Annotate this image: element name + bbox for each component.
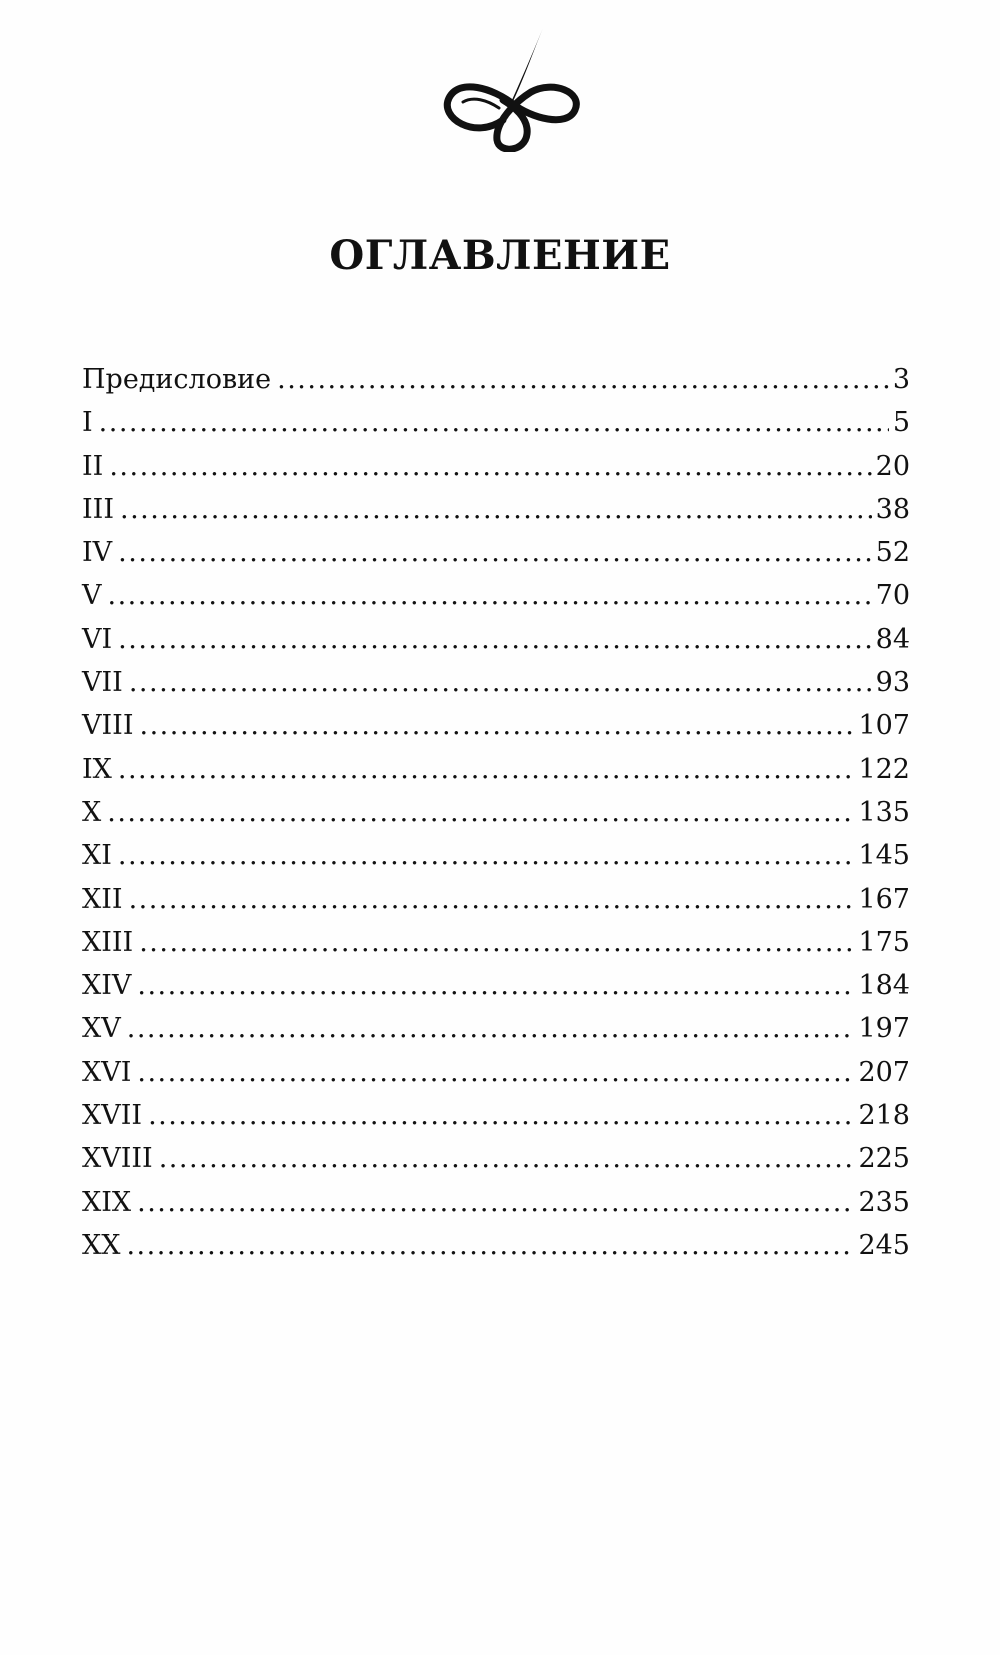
toc-entry-page: 107 bbox=[858, 710, 910, 742]
table-of-contents bbox=[82, 358, 910, 1267]
toc-entry-label: II bbox=[82, 450, 104, 482]
toc-entry-page: 235 bbox=[858, 1186, 910, 1218]
toc-entry-page: 184 bbox=[858, 970, 910, 1002]
toc-entry-label: XII bbox=[82, 883, 123, 915]
toc-entry[interactable] bbox=[82, 401, 910, 444]
dot-leader bbox=[159, 1137, 855, 1180]
toc-entry[interactable] bbox=[82, 834, 910, 877]
toc-entry-page: 225 bbox=[858, 1143, 910, 1175]
toc-entry-label: XVIII bbox=[82, 1143, 153, 1175]
dot-leader bbox=[120, 488, 872, 531]
toc-entry-page: 122 bbox=[858, 753, 910, 785]
toc-entry-page: 70 bbox=[875, 580, 910, 612]
toc-entry-label: IV bbox=[82, 537, 113, 569]
toc-entry-page: 197 bbox=[858, 1013, 910, 1045]
toc-entry[interactable] bbox=[82, 964, 910, 1007]
toc-entry[interactable] bbox=[82, 618, 910, 661]
toc-entry-label: XIII bbox=[82, 926, 134, 958]
dot-leader bbox=[129, 661, 872, 704]
toc-entry[interactable] bbox=[82, 574, 910, 617]
toc-entry-page: 84 bbox=[875, 623, 910, 655]
toc-entry-page: 207 bbox=[858, 1056, 910, 1088]
toc-entry-page: 167 bbox=[858, 883, 910, 915]
toc-entry-label: VII bbox=[82, 667, 123, 699]
toc-entry[interactable] bbox=[82, 488, 910, 531]
dot-leader bbox=[137, 1181, 854, 1224]
toc-entry[interactable] bbox=[82, 704, 910, 747]
dot-leader bbox=[108, 574, 872, 617]
flourish-ornament-icon bbox=[435, 22, 585, 152]
toc-entry[interactable] bbox=[82, 1224, 910, 1267]
toc-entry-label: XX bbox=[82, 1229, 121, 1261]
dot-leader bbox=[137, 1051, 854, 1094]
toc-entry[interactable] bbox=[82, 1094, 910, 1137]
toc-entry-label: VI bbox=[82, 623, 113, 655]
dot-leader bbox=[148, 1094, 854, 1137]
toc-entry-page: 145 bbox=[858, 840, 910, 872]
dot-leader bbox=[99, 401, 889, 444]
dot-leader bbox=[140, 704, 855, 747]
dot-leader bbox=[118, 531, 871, 574]
toc-entry-page: 3 bbox=[892, 364, 910, 395]
toc-entry[interactable] bbox=[82, 791, 910, 834]
toc-entry[interactable] bbox=[82, 1051, 910, 1094]
toc-entry-label: X bbox=[82, 796, 102, 828]
toc-entry-page: 245 bbox=[858, 1229, 910, 1261]
toc-entry-page: 38 bbox=[875, 493, 910, 525]
dot-leader bbox=[118, 834, 855, 877]
toc-entry-page: 52 bbox=[875, 537, 910, 569]
toc-entry[interactable] bbox=[82, 358, 910, 401]
toc-entry[interactable] bbox=[82, 878, 910, 921]
dot-leader bbox=[118, 618, 871, 661]
toc-entry-page: 218 bbox=[858, 1100, 910, 1132]
toc-entry-label: IX bbox=[82, 753, 112, 785]
toc-entry[interactable] bbox=[82, 531, 910, 574]
toc-entry-label: XVI bbox=[82, 1056, 132, 1088]
toc-entry-page: 20 bbox=[875, 450, 910, 482]
toc-entry-label: XIV bbox=[82, 970, 132, 1002]
toc-entry[interactable] bbox=[82, 921, 910, 964]
dot-leader bbox=[127, 1007, 855, 1050]
toc-entry[interactable] bbox=[82, 1007, 910, 1050]
toc-entry-label: III bbox=[82, 493, 114, 525]
toc-entry-page: 135 bbox=[858, 796, 910, 828]
toc-entry-label: I bbox=[82, 407, 93, 439]
toc-entry-page: 5 bbox=[892, 407, 910, 439]
dot-leader bbox=[277, 358, 889, 401]
toc-entry-label: Предисловие bbox=[82, 364, 272, 395]
toc-entry[interactable] bbox=[82, 445, 910, 488]
toc-entry-label: XIX bbox=[82, 1186, 132, 1218]
dot-leader bbox=[129, 878, 855, 921]
dot-leader bbox=[109, 445, 871, 488]
dot-leader bbox=[139, 921, 854, 964]
dot-leader bbox=[126, 1224, 854, 1267]
toc-entry-label: XV bbox=[82, 1013, 121, 1045]
toc-entry-label: XI bbox=[82, 840, 112, 872]
toc-entry-label: XVII bbox=[82, 1100, 143, 1132]
dot-leader bbox=[137, 964, 854, 1007]
toc-entry[interactable] bbox=[82, 661, 910, 704]
toc-entry[interactable] bbox=[82, 1137, 910, 1180]
toc-entry-label: VIII bbox=[82, 710, 134, 742]
page-title: ОГЛАВЛЕНИЕ bbox=[329, 232, 671, 279]
toc-entry[interactable] bbox=[82, 748, 910, 791]
toc-entry-label: V bbox=[82, 580, 102, 612]
dot-leader bbox=[107, 791, 854, 834]
toc-entry-page: 175 bbox=[858, 926, 910, 958]
toc-entry[interactable] bbox=[82, 1181, 910, 1224]
toc-entry-page: 93 bbox=[875, 667, 910, 699]
dot-leader bbox=[118, 748, 855, 791]
